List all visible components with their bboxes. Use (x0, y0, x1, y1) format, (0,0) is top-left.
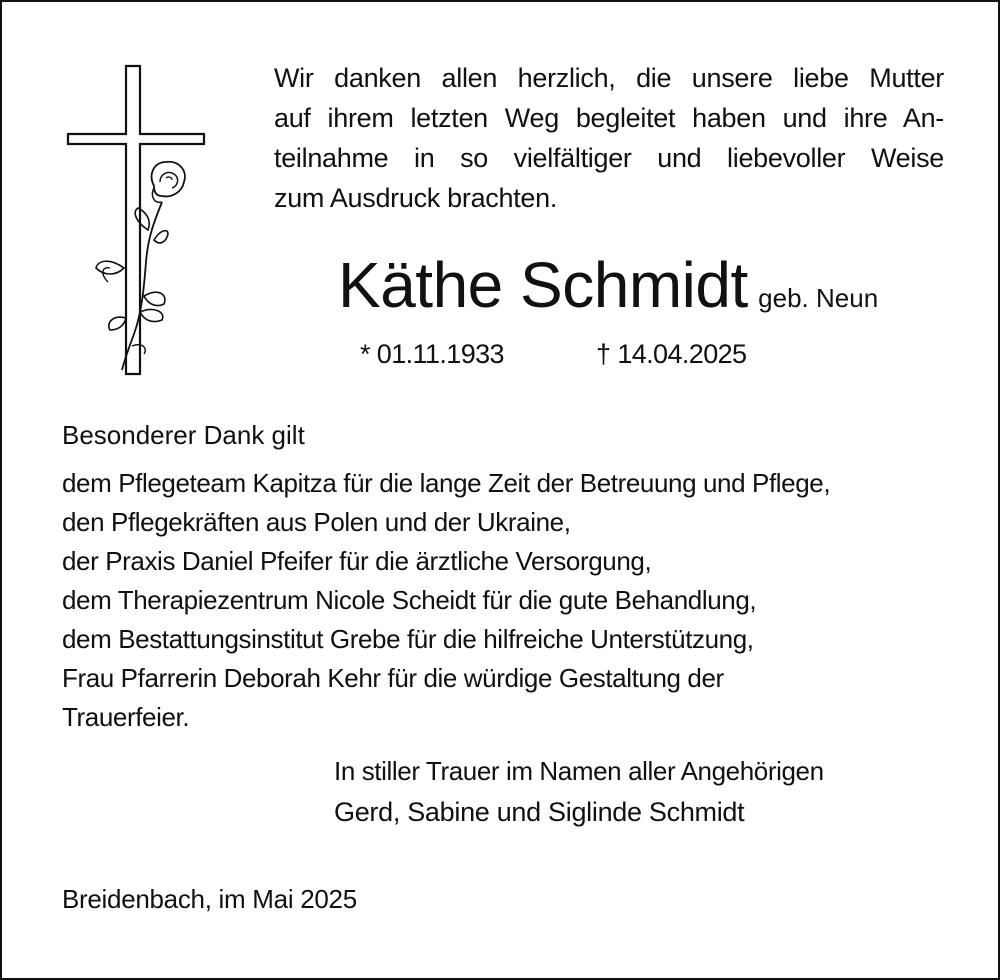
thanks-line: Trauerfeier. (62, 702, 190, 732)
thanks-line: den Pflegekräften aus Polen und der Ukraine, (62, 507, 571, 537)
intro-paragraph (274, 58, 944, 218)
deceased-name: Käthe Schmidt (338, 249, 748, 321)
thanks-line: der Praxis Daniel Pfeifer für die ärztliche Versorgung, (62, 546, 652, 576)
thanks-list (62, 464, 830, 737)
birth-date: * 01.11.1933 (360, 339, 504, 369)
thanks-line: Frau Pfarrerin Deborah Kehr für die würdige Gestaltung der (62, 663, 724, 693)
intro-line: auf ihrem letzten Weg begleitet haben und ihre An- (274, 103, 944, 133)
intro-line: Wir danken allen herzlich, die unsere liebe Mutter (274, 63, 944, 93)
intro-line: teilnahme in so vielfältiger und liebevoller Weise (274, 143, 944, 173)
death-date: † 14.04.2025 (596, 339, 747, 369)
cross-with-rose-icon (62, 62, 212, 382)
closing-line: In stiller Trauer im Namen aller Angehörigen (334, 756, 824, 786)
place-date: Breidenbach, im Mai 2025 (62, 884, 357, 914)
signers: Gerd, Sabine und Siglinde Schmidt (334, 797, 745, 827)
thanks-line: dem Therapiezentrum Nicole Scheidt für die gute Behandlung, (62, 585, 757, 615)
maiden-name: geb. Neun (758, 283, 879, 313)
thanks-line: dem Pflegeteam Kapitza für die lange Zeit der Betreuung und Pflege, (62, 468, 831, 498)
intro-line: zum Ausdruck brachten. (274, 183, 558, 213)
deceased-name-row (338, 240, 878, 330)
thanks-heading: Besonderer Dank gilt (62, 420, 305, 450)
thanks-line: dem Bestattungsinstitut Grebe für die hilfreiche Unterstützung, (62, 624, 754, 654)
